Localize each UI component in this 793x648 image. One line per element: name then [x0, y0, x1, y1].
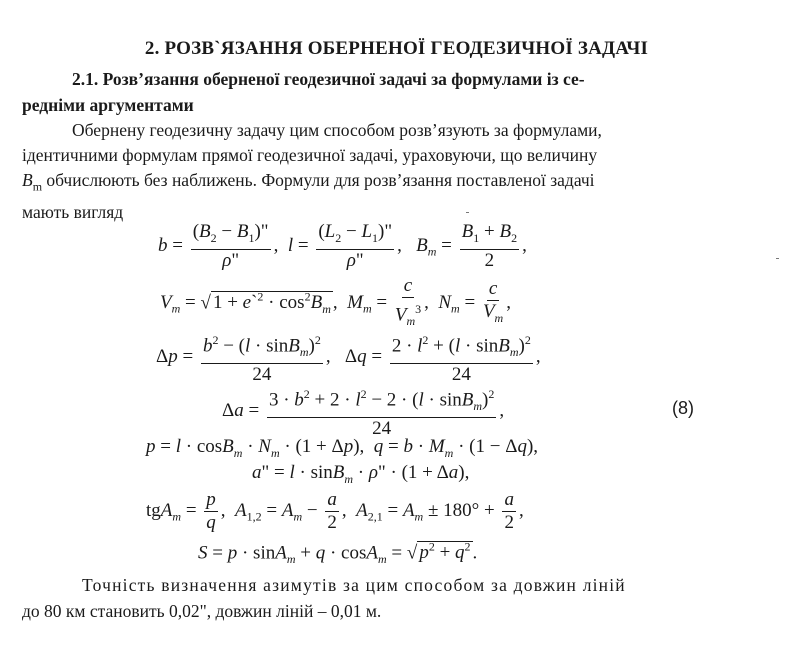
equation-b-l-Bm: b = $\frac{(B_2 - B_1)"}{\rho"}$ , l = $\frac{(L_2 - L_1)"}{\rho"}$ , $B_m$ = $\frac{B_1 + B_2}{2}$ , [158, 221, 527, 271]
intro-line-4: мають вигляд [22, 201, 124, 222]
equation-Vm-Mm-Nm: $V_m$ = √ 1 + e`$^2$ · $\cos^2B_m$ , $M_m$ = $\frac{c}{V_m^3}$ , $N_m$ = $\frac{c}{V_m}$ , [160, 275, 511, 329]
closing-line-2: до 80 км становить 0,02", довжин ліній – 0,01 м. [22, 601, 382, 621]
intro-line-2: ідентичними формулам прямої геодезичної задачі, ураховуючи, що величину [22, 145, 598, 165]
scan-speck [776, 258, 779, 259]
equation-number: (8) [672, 398, 694, 418]
equation-dp-dq: Δp = $\frac{b^2 - (l \cdot \sin B_m)^2}{24}$ , Δq = $\frac{2 \cdot l^2 + (l \cdot \sin B_m)^2}{24}$ , [156, 330, 541, 385]
subsection-heading [22, 66, 722, 118]
intro-line-1: Обернену геодезичну задачу цим способом розв’язують за формулами, [72, 120, 602, 140]
subsection-heading-line1: 2.1. Розв’язання оберненої геодезичної задачі за формулами із се- [72, 69, 585, 89]
intro-paragraph [22, 118, 722, 225]
equation-da: Δa = $\frac{3 \cdot b^2 + 2 \cdot l^2 - 2 \cdot (l \cdot \sin B_m)^2}{24}$ , [222, 384, 504, 439]
scan-speck [466, 212, 469, 213]
intro-symbol: B [22, 170, 33, 190]
intro-line-3-text: обчислюють без наближень. Формули для розв’язання поставленої задачі [46, 170, 595, 190]
closing-line-1: Точність визначення азимутів за цим способом за довжин ліній [82, 575, 626, 595]
equation-p-q: $p = l \cdot \cos B_m \cdot N_m \cdot (1 + \Delta p)$, $q = b \cdot M_m \cdot (1 - \Delta q)$, [146, 436, 539, 460]
equation-a-seconds: a" = l · sinB$_m$ · ρ" · (1 + Δa), [252, 462, 470, 486]
intro-symbol-sub: m [32, 179, 43, 194]
closing-paragraph [22, 572, 722, 624]
subsection-heading-line2: редніми аргументами [22, 95, 194, 115]
section-heading: 2. РОЗВ`ЯЗАННЯ ОБЕРНЕНОЇ ГЕОДЕЗИЧНОЇ ЗАДАЧІ [144, 38, 649, 59]
intro-line-3 [22, 168, 722, 200]
equation-S: S = p · sinA$_m$ + q · cosA$_m$ = √ $p^2 + q^2$ . [198, 540, 478, 567]
equation-tgAm-A12-A21: tgA$_m$ = $\frac{p}{q}$ , $A_{1,2} = A_m$ − $\frac{a}{2}$ , $A_{2,1} = A_m \pm 180^\circ$ + $\frac{a}{2}$ , [146, 489, 524, 533]
